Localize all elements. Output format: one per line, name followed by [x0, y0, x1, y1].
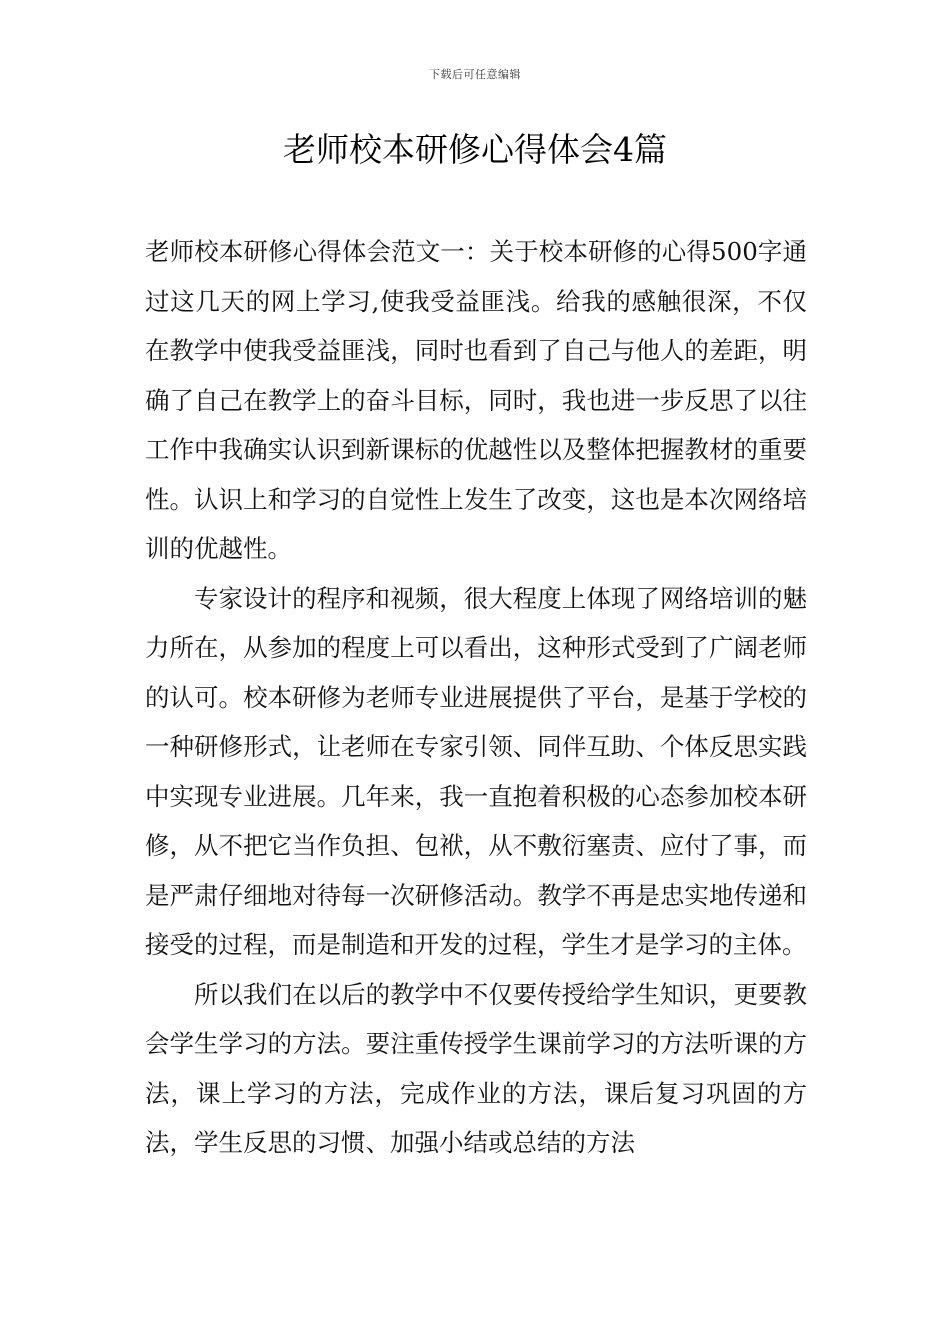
document-title: 老师校本研修心得体会4篇: [283, 130, 667, 169]
paragraph-2: 专家设计的程序和视频，很大程度上体现了网络培训的魅力所在，从参加的程度上可以看出，这种形式受到了广阔老师的认可。校本研修为老师专业进展提供了平台，是基于学校的一种研修形式，让老师在专家引领、同伴互助、个体反思实践中实现专业进展。几年来，我一直抱着积极的心态参加校本研修，从不把它当作负担、包袱，从不敷衍塞责、应付了事，而是严肃仔细地对待每一次研修活动。教学不再是忠实地传递和接受的过程，而是制造和开发的过程，学生才是学习的主体。: [145, 583, 807, 959]
document-body: [145, 227, 807, 1168]
paragraph-3: 所以我们在以后的教学中不仅要传授给学生知识，更要教会学生学习的方法。要注重传授学生课前学习的方法听课的方法，课上学习的方法，完成作业的方法，课后复习巩固的方法，学生反思的习惯、加强小结或总结的方法: [145, 979, 807, 1157]
header-note: 下载后可任意编辑: [429, 68, 521, 81]
paragraph-1: 老师校本研修心得体会范文一：关于校本研修的心得500字通过这几天的网上学习,使我受益匪浅。给我的感触很深，不仅在教学中使我受益匪浅，同时也看到了自己与他人的差距，明确了自己在教学上的奋斗目标，同时，我也进一步反思了以往工作中我确实认识到新课标的优越性以及整体把握教材的重要性。认识上和学习的自觉性上发生了改变，这也是本次网络培训的优越性。: [145, 237, 807, 563]
